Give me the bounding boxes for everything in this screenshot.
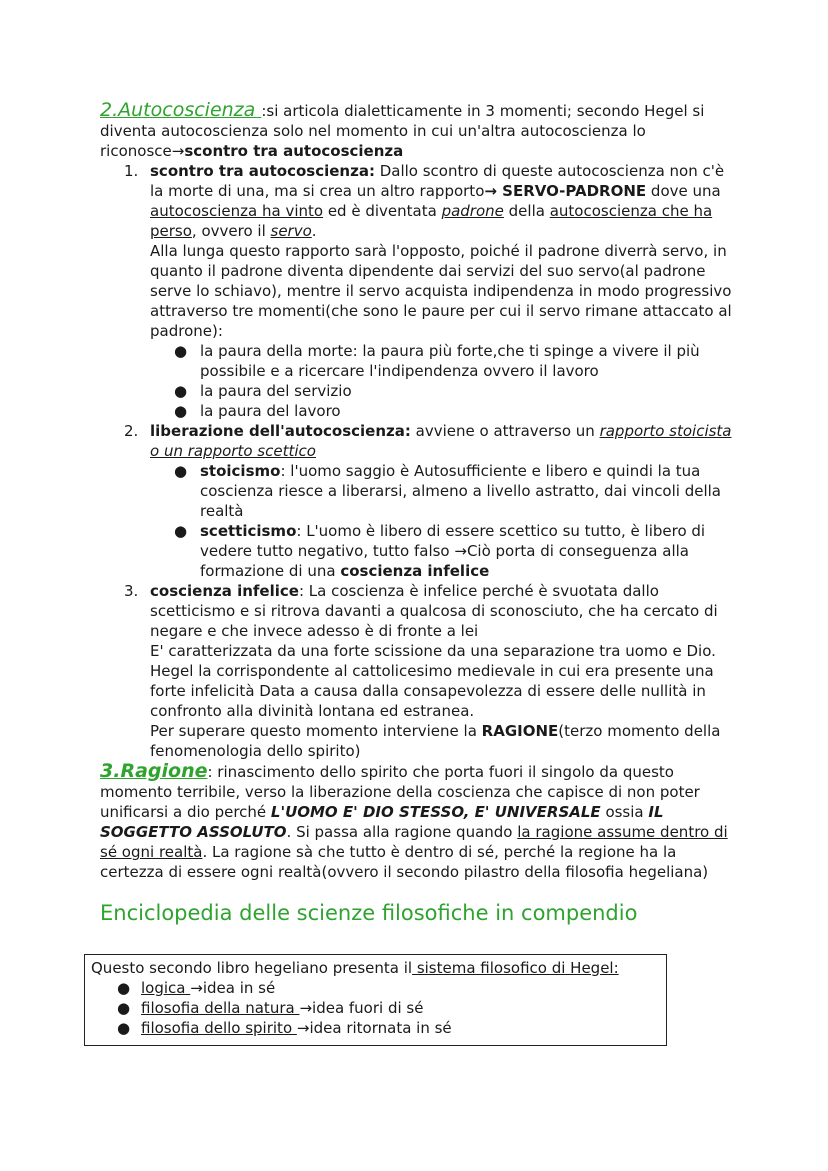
paure-list <box>150 341 732 421</box>
section-2-list <box>100 161 732 761</box>
list-item-logica: ● logica →idea in sé <box>117 979 276 997</box>
encyclopedia-heading: Enciclopedia delle scienze filosofiche in compendio <box>100 901 638 925</box>
section-2-title: 2.Autocoscienza <box>100 99 262 121</box>
list-item-natura: ● filosofia della natura →idea fuori di sé <box>117 999 424 1017</box>
list-item-scetticismo: ● scetticismo: L'uomo è libero di essere scettico su tutto, è libero di vedere tutto negativo, tutto falso →Ciò porta di conseguenza alla formazione di una coscienza infelice <box>174 522 706 580</box>
list-item-coscienza-infelice: 3. coscienza infelice: La coscienza è infelice perché è svuotata dallo scetticismo e si ritrova davanti a qualcosa di sconosciuto, che ha cercato di negare e che invece adesso è di fronte a lei E' caratterizzata da una forte scissione da una separazione tra uomo e Dio. Hegel la corrispondente al cattolicesimo medievale in cui era presente una forte infelicità Data a causa dalla consapevolezza di essere delle nullità in confronto alla divinità lontana ed estranea. Per superare questo momento interviene la RAGIONE(terzo momento della fenomenologia dello spirito) <box>124 582 721 760</box>
list-item-scontro: 1. scontro tra autocoscienza: Dallo scontro di queste autocoscienza non c'è la morte di una, ma si crea un altro rapporto→ SERVO-PADRONE dove una autocoscienza ha vinto ed è diventata padrone della autocoscienza che ha perso, ovvero il servo. Alla lunga questo rapporto sarà l'opposto, poiché il padrone diverrà servo, in quanto il padrone diventa dipendente dai servizi del suo servo(al padrone serve lo schiavo), mentre il servo acquista indipendenza in modo progressivo attraverso tre momenti(che sono le paure per cui il servo rimane attaccato al padrone): ● la paura della morte: la paura più forte,che ti spinge a vivere il più possibile e a ricercare l'indipendenza ovvero il lavoro ● la paura del servizio ● la paura del lavoro <box>124 162 732 420</box>
servo-padrone-paragraph: Alla lunga questo rapporto sarà l'opposto, poiché il padrone diverrà servo, in quanto il padrone diventa dipendente dai servizi del suo servo(al padrone serve lo schiavo), mentre il servo acquista indipendenza in modo progressivo attraverso tre momenti(che sono le paure per cui il servo rimane attaccato al padrone): <box>150 242 732 340</box>
section-3-title: 3.Ragione <box>100 760 208 782</box>
section-3-paragraph: 3.Ragione: rinascimento dello spirito che porta fuori il singolo da questo momento terribile, verso la liberazione della coscienza che capisce di non poter unificarsi a dio perché L'UOMO E' DIO STESSO, E' UNIVERSALE ossia IL SOGGETTO ASSOLUTO. Si passa alla ragione quando la ragione assume dentro di sé ogni realtà. La ragione sà che tutto è dentro di sé, perché la regione ha la certezza di essere ogni realtà(ovvero il secondo pilastro della filosofia hegeliana) <box>100 760 728 881</box>
liberazione-list <box>150 461 732 581</box>
page-content <box>100 100 732 926</box>
list-item-stoicismo: ● stoicismo: l'uomo saggio è Autosufficiente e libero e quindi la tua coscienza riesce a liberarsi, almeno a livello astratto, dai vincoli della realtà <box>174 462 721 520</box>
list-item-spirito: ● filosofia dello spirito →idea ritornata in sé <box>117 1019 452 1037</box>
section-2-intro: 2.Autocoscienza :si articola dialetticamente in 3 momenti; secondo Hegel si diventa autocoscienza solo nel momento in cui un'altra autocoscienza lo riconosce→scontro tra autocoscienza <box>100 99 705 160</box>
encyclopedia-box <box>84 954 667 1046</box>
list-item: ● la paura della morte: la paura più forte,che ti spinge a vivere il più possibile e a ricercare l'indipendenza ovvero il lavoro <box>174 342 700 380</box>
encyclopedia-list <box>91 978 660 1038</box>
encyclopedia-intro: Questo secondo libro hegeliano presenta il sistema filosofico di Hegel: <box>91 959 619 977</box>
list-item-liberazione: 2. liberazione dell'autocoscienza: avviene o attraverso un rapporto stoicista o un rapporto scettico ● stoicismo: l'uomo saggio è Autosufficiente e libero e quindi la tua coscienza riesce a liberarsi, almeno a livello astratto, dai vincoli della realtà ● scetticismo: L'uomo è libero di essere scettico su tutto, è libero di vedere tutto negativo, tutto falso →Ciò porta di conseguenza alla formazione di una coscienza infelice <box>124 422 732 580</box>
list-item: ● la paura del servizio <box>174 382 352 400</box>
list-item: ● la paura del lavoro <box>174 402 341 420</box>
